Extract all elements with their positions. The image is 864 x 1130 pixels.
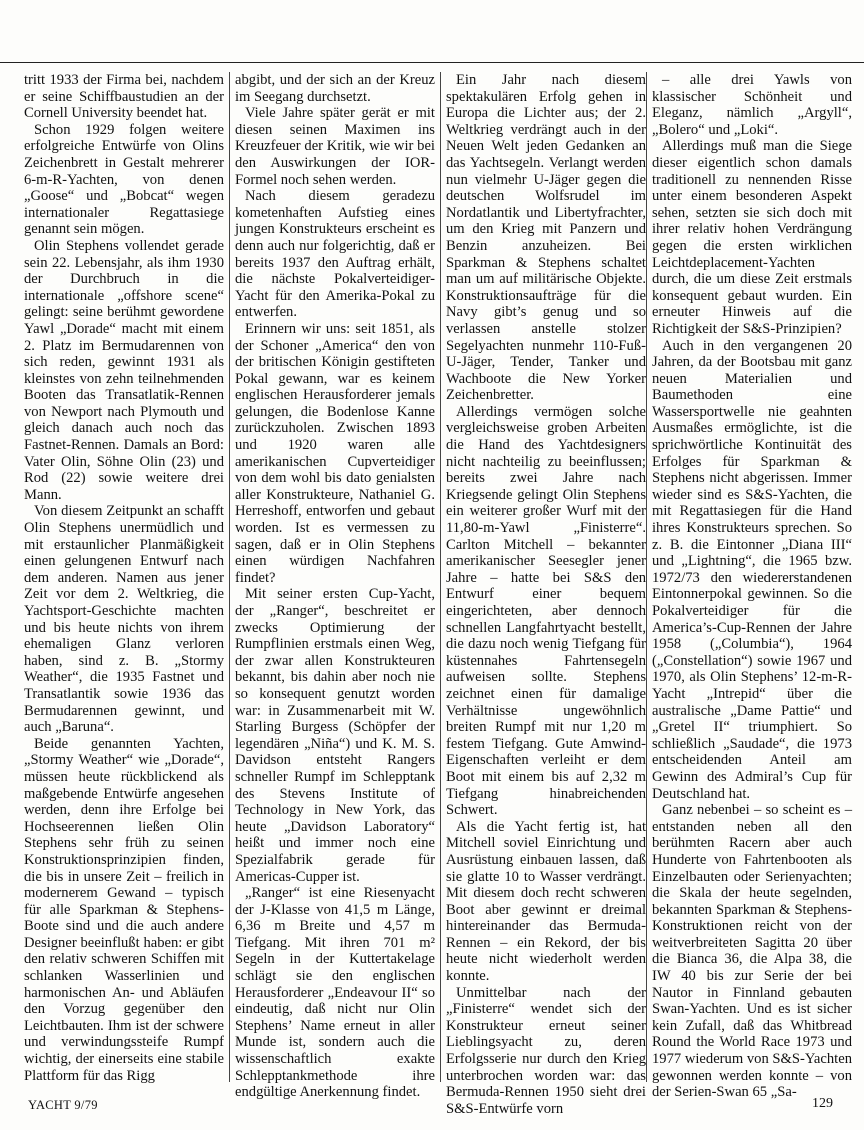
column-3 (446, 72, 646, 1117)
paragraph: Viele Jahre später gerät er mit diesen seinen Maximen ins Kreuzfeuer der Kritik, wie wir bei den Auswirkungen der IOR-Formel noch sehen werden. (235, 105, 435, 188)
paragraph: „Ranger“ ist eine Riesenyacht der J-Klasse von 41,5 m Länge, 6,36 m Breite und 4,57 m Tiefgang. Mit ihren 701 m² Segeln in der Kuttertakelage schlägt sie den englischen Herausforderer „Endeavour II“ so eindeutig, daß nicht nur Olin Stephens’ Name erneut in aller Munde ist, sondern auch die wissenschaftlich exakte Schlepptankmethode ihre endgültige Anerkennung findet. (235, 885, 435, 1101)
column-divider (646, 72, 647, 1082)
paragraph: Unmittelbar nach der „Finisterre“ wendet sich der Konstrukteur erneut seiner Lieblingsyacht zu, deren Erfolgsserie nur durch den Krieg unterbrochen worden war: das Bermuda-Rennen 1950 sieht drei S&S-Entwürfe vorn (446, 984, 646, 1117)
paragraph: Auch in den vergangenen 20 Jahren, da der Bootsbau mit ganz neuen Materialien und Baumethoden eine Wassersportwelle nie geahnten Ausmaßes ermöglichte, ist die sprichwörtliche Kontinuität des Erfolges für Sparkman & Stephens nicht abgerissen. Immer wieder sind es S&S-Yachten, die mit Regattasiegen für die Hand ihres Konstrukteurs sprechen. So z. B. die Eintonner „Diana III“ und „Lightning“, die 1965 bzw. 1972/73 den wiedererstandenen Eintonnerpokal gewinnen. So die Pokalverteidiger für die America’s-Cup-Rennen der Jahre 1958 („Columbia“), 1964 („Constellation“) sowie 1967 und 1970, als Olin Stephens’ 12-m-R-Yacht „Intrepid“ über die australische „Dame Pattie“ und „Gretel II“ triumphiert. So schließlich „Saudade“, die 1973 entscheidenden Anteil am Gewinn des Admiral’s Cup für Deutschland hat. (652, 337, 852, 802)
column-divider (440, 72, 441, 1082)
page-number: 129 (812, 1096, 833, 1111)
paragraph: Von diesem Zeitpunkt an schafft Olin Stephens unermüdlich und mit erstaunlicher Planmäßigkeit einen gelungenen Entwurf nach dem anderen. Namen aus jener Zeit vor dem 2. Weltkrieg, die Yachtsport-Geschichte machten und bis heute nichts von ihrem ehemaligen Glanz verloren haben, sind z. B. „Stormy Weather“, die 1935 Fastnet und Transatlantik sowie 1936 das Bermudarennen gewinnt, und auch „Baruna“. (24, 503, 224, 736)
paragraph: Schon 1929 folgen weitere erfolgreiche Entwürfe von Olins Zeichenbrett in Gestalt mehrerer 6-m-R-Yachten, von denen „Goose“ und „Bobcat“ wegen internationaler Regattasiege genannt sein mögen. (24, 121, 224, 238)
paragraph: Erinnern wir uns: seit 1851, als der Schoner „America“ den von der britischen Königin gestifteten Pokal gewann, war es keinem englischen Herausforderer jemals gelungen, die Bodenlose Kanne zurückzuholen. Zwischen 1893 und 1920 waren alle amerikanischen Cupverteidiger von dem wohl bis dato genialsten aller Konstrukteure, Nathaniel G. Herreshoff, entworfen und gebaut worden. Ist es vermessen zu sagen, daß er in Olin Stephens einen würdigen Nachfahren findet? (235, 320, 435, 586)
paragraph: Ganz nebenbei – so scheint es – entstanden neben all den berühmten Racern aber auch Hunderte von Fahrtenbooten als Einzelbauten oder Serienyachten; die Skala der heute segelnden, bekannten Sparkman & Stephens-Konstruktionen reicht von der weitverbreiteten Sagitta 20 über die Bianca 36, die Alpa 38, die IW 40 bis zur Serie der bei Nautor in Finnland gebauten Swan-Yachten. Und es ist sicher kein Zufall, daß das Whitbread Round the World Race 1973 und 1977 wiederum von S&S-Yachten gewonnen werden konnte – von der Serien-Swan 65 „Sa- (652, 802, 852, 1101)
column-4 (652, 72, 852, 1101)
paragraph: Mit seiner ersten Cup-Yacht, der „Ranger“, beschreitet er zwecks Optimierung der Rumpflinien erstmals einen Weg, der zwar allen Konstrukteuren bekannt, bis dahin aber noch nie so konsequent genutzt worden war: in Zusammenarbeit mit W. Starling Burgess (Schöpfer der legendären „Niña“) und K. M. S. Davidson entsteht Rangers schneller Rumpf im Schlepptank des Stevens Institute of Technology in New York, das heute „Davidson Laboratory“ heißt und immer noch eine Spezialfabrik gerade für Americas-Cupper ist. (235, 586, 435, 885)
paragraph: – alle drei Yawls von klassischer Schönheit und Eleganz, nämlich „Argyll“, „Bolero“ und „Loki“. (652, 72, 852, 138)
issue-label: YACHT 9/79 (28, 1098, 98, 1112)
paragraph: abgibt, und der sich an der Kreuz im Seegang durchsetzt. (235, 72, 435, 105)
paragraph: Allerdings vermögen solche vergleichsweise groben Arbeiten die Hand des Yachtdesigners nicht nachteilig zu beeinflussen; bereits zwei Jahre nach Kriegsende gelingt Olin Stephens ein weiterer großer Wurf mit der 11,80-m-Yawl „Finisterre“. Carlton Mitchell – bekannter amerikanischer Seesegler jener Jahre – hatte bei S&S den Entwurf einer bequem eingerichteten, aber dennoch schnellen Langfahrtyacht bestellt, die dazu noch wenig Tiefgang für küstennahes Fahrtensegeln aufweisen sollte. Stephens zeichnet einen für damalige Verhältnisse ungewöhnlich breiten Rumpf mit nur 1,20 m festem Tiefgang. Gute Amwind-Eigenschaften verleiht er dem Boot mit einem bis auf 2,32 m Tiefgang hinabreichenden Schwert. (446, 403, 646, 819)
paragraph: Allerdings muß man die Siege dieser eigentlich schon damals traditionell zu nennenden Risse unter einem besonderen Aspekt sehen, setzten sie sich doch mit ihrer relativ hohen Verdrängung gegen die ersten wirklichen Leichtdeplacement-Yachten durch, die um diese Zeit erstmals konsequent gebaut wurden. Ein erneuter Hinweis auf die Richtigkeit der S&S-Prinzipien? (652, 138, 852, 337)
column-1 (24, 72, 224, 1082)
paragraph: Nach diesem geradezu kometenhaften Aufstieg eines jungen Konstrukteurs erscheint es denn auch nur folgerichtig, daß er bereits 1937 den Auftrag erhält, die nächste Pokalverteidiger-Yacht für den Amerika-Pokal zu entwerfen. (235, 188, 435, 321)
paragraph: Ein Jahr nach diesem spektakulären Erfolg gehen in Europa die Lichter aus; der 2. Weltkrieg verdrängt auch in der Neuen Welt jeden Gedanken an das Yachtsegeln. Verlangt werden nun vielmehr U-Jäger gegen die deutschen Wolfsrudel im Nordatlantik und Libertyfrachter, um den Krieg mit Panzern und Benzin anzuheizen. Bei Sparkman & Stephens schaltet man um auf militärische Objekte. Konstruktionsaufträge für die Navy gibt’s genug und so verlassen anstelle stolzer Segelyachten nunmehr 110-Fuß-U-Jäger, Tender, Tanker und Wachboote die New Yorker Zeichenbretter. (446, 72, 646, 404)
paragraph: Beide genannten Yachten, „Stormy Weather“ wie „Dorade“, müssen heute rückblickend als maßgebende Entwürfe angesehen werden, denn ihre Erfolge bei Hochseerennen ließen Olin Stephens sehr früh zu seinen Konstruktionsprinzipien finden, die bis in unsere Zeit – freilich in modernerem Gewand – typisch für alle Sparkman & Stephens-Boote sind und die auch andere Designer beeinflußt haben: er gibt den relativ schweren Schiffen mit schlanken Wasserlinien und harmonischen An- und Abläufen den Vorzug gegenüber den Leichtbauten. Ihm ist der schwere und verwindungssteife Rumpf wichtig, der einerseits eine stabile Plattform für das Rigg (24, 735, 224, 1084)
paragraph: tritt 1933 der Firma bei, nachdem er seine Schiffbaustudien an der Cornell University beendet hat. (24, 72, 224, 122)
paragraph: Olin Stephens vollendet gerade sein 22. Lebensjahr, als ihm 1930 der Durchbruch in die internationale „offshore scene“ gelingt: seine berühmt gewordene Yawl „Dorade“ macht mit einem 2. Platz im Bermudarennen von sich reden, gewinnt 1931 als kleinstes von zehn teilnehmenden Booten das Transatlatik-Rennen von Newport nach Plymouth und gleich danach auch noch das Fastnet-Rennen. Damals an Bord: Vater Olin, Söhne Olin (23) und Rod (22) sowie weitere drei Mann. (24, 237, 224, 503)
column-2 (235, 72, 435, 1101)
column-divider (229, 72, 230, 1082)
paragraph: Als die Yacht fertig ist, hat Mitchell soviel Einrichtung und Ausrüstung einbauen lassen, daß sie glatte 10 to Wasser verdrängt. Mit diesem doch recht schweren Boot aber gewinnt er dreimal hintereinander das Bermuda-Rennen – ein Rekord, der bis heute nicht wiederholt werden konnte. (446, 818, 646, 985)
top-rule (0, 62, 864, 63)
